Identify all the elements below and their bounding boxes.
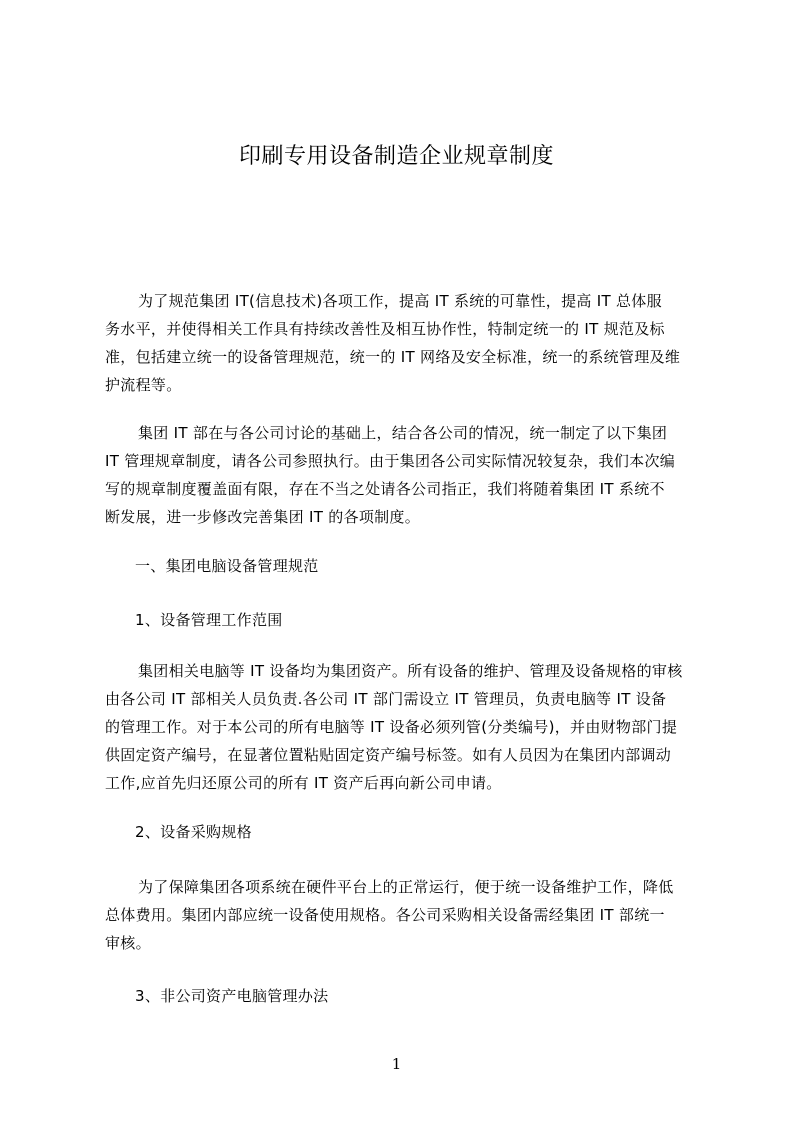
section-1-heading: 一、集团电脑设备管理规范	[135, 557, 319, 575]
document-title: 印刷专用设备制造企业规章制度	[238, 144, 554, 169]
paragraph-line: 供固定资产编号，在显著位置粘贴固定资产编号标签。如有人员因为在集团内部调动	[105, 746, 672, 764]
subsection-2-paragraph	[105, 873, 698, 957]
subsection-3-heading: 3、非公司资产电脑管理办法	[135, 987, 329, 1005]
paragraph-line: 工作,应首先归还原公司的所有 IT 资产后再向新公司申请。	[105, 774, 502, 792]
paragraph-line: 准，包括建立统一的设备管理规范，统一的 IT 网络及安全标准，统一的系统管理及维	[105, 348, 681, 366]
page-number: 1	[391, 1055, 402, 1073]
subsection-2-heading: 2、设备采购规格	[135, 823, 252, 841]
paragraph-line: 断发展，进一步修改完善集团 IT 的各项制度。	[105, 508, 421, 526]
intro-paragraph-1	[105, 287, 698, 399]
paragraph-line: 为了保障集团各项系统在硬件平台上的正常运行，便于统一设备维护工作，降低	[138, 878, 674, 896]
paragraph-line: 总体费用。集团内部应统一设备使用规格。各公司采购相关设备需经集团 IT 部统一	[105, 906, 665, 924]
paragraph-line: 写的规章制度覆盖面有限，存在不当之处请各公司指正，我们将随着集团 IT 系统不	[105, 480, 665, 498]
subsection-1-heading: 1、设备管理工作范围	[135, 611, 283, 629]
paragraph-line: 的管理工作。对于本公司的所有电脑等 IT 设备必须列管(分类编号)，并由财物部门提	[105, 718, 678, 736]
paragraph-line: 为了规范集团 IT(信息技术)各项工作，提高 IT 系统的可靠性，提高 IT 总体服	[138, 292, 662, 310]
subsection-1-paragraph	[105, 657, 698, 797]
paragraph-line: 务水平，并使得相关工作具有持续改善性及相互协作性，特制定统一的 IT 规范及标	[105, 320, 665, 338]
paragraph-line: 集团 IT 部在与各公司讨论的基础上，结合各公司的情况，统一制定了以下集团	[138, 424, 668, 442]
paragraph-line: 护流程等。	[105, 376, 182, 394]
paragraph-line: IT 管理规章制度，请各公司参照执行。由于集团各公司实际情况较复杂，我们本次编	[105, 452, 676, 470]
intro-paragraph-2	[105, 419, 698, 531]
paragraph-line: 审核。	[105, 934, 151, 952]
paragraph-line: 集团相关电脑等 IT 设备均为集团资产。所有设备的维护、管理及设备规格的审核	[138, 662, 683, 680]
paragraph-line: 由各公司 IT 部相关人员负责.各公司 IT 部门需设立 IT 管理员，负责电脑等 IT 设备	[105, 690, 667, 708]
